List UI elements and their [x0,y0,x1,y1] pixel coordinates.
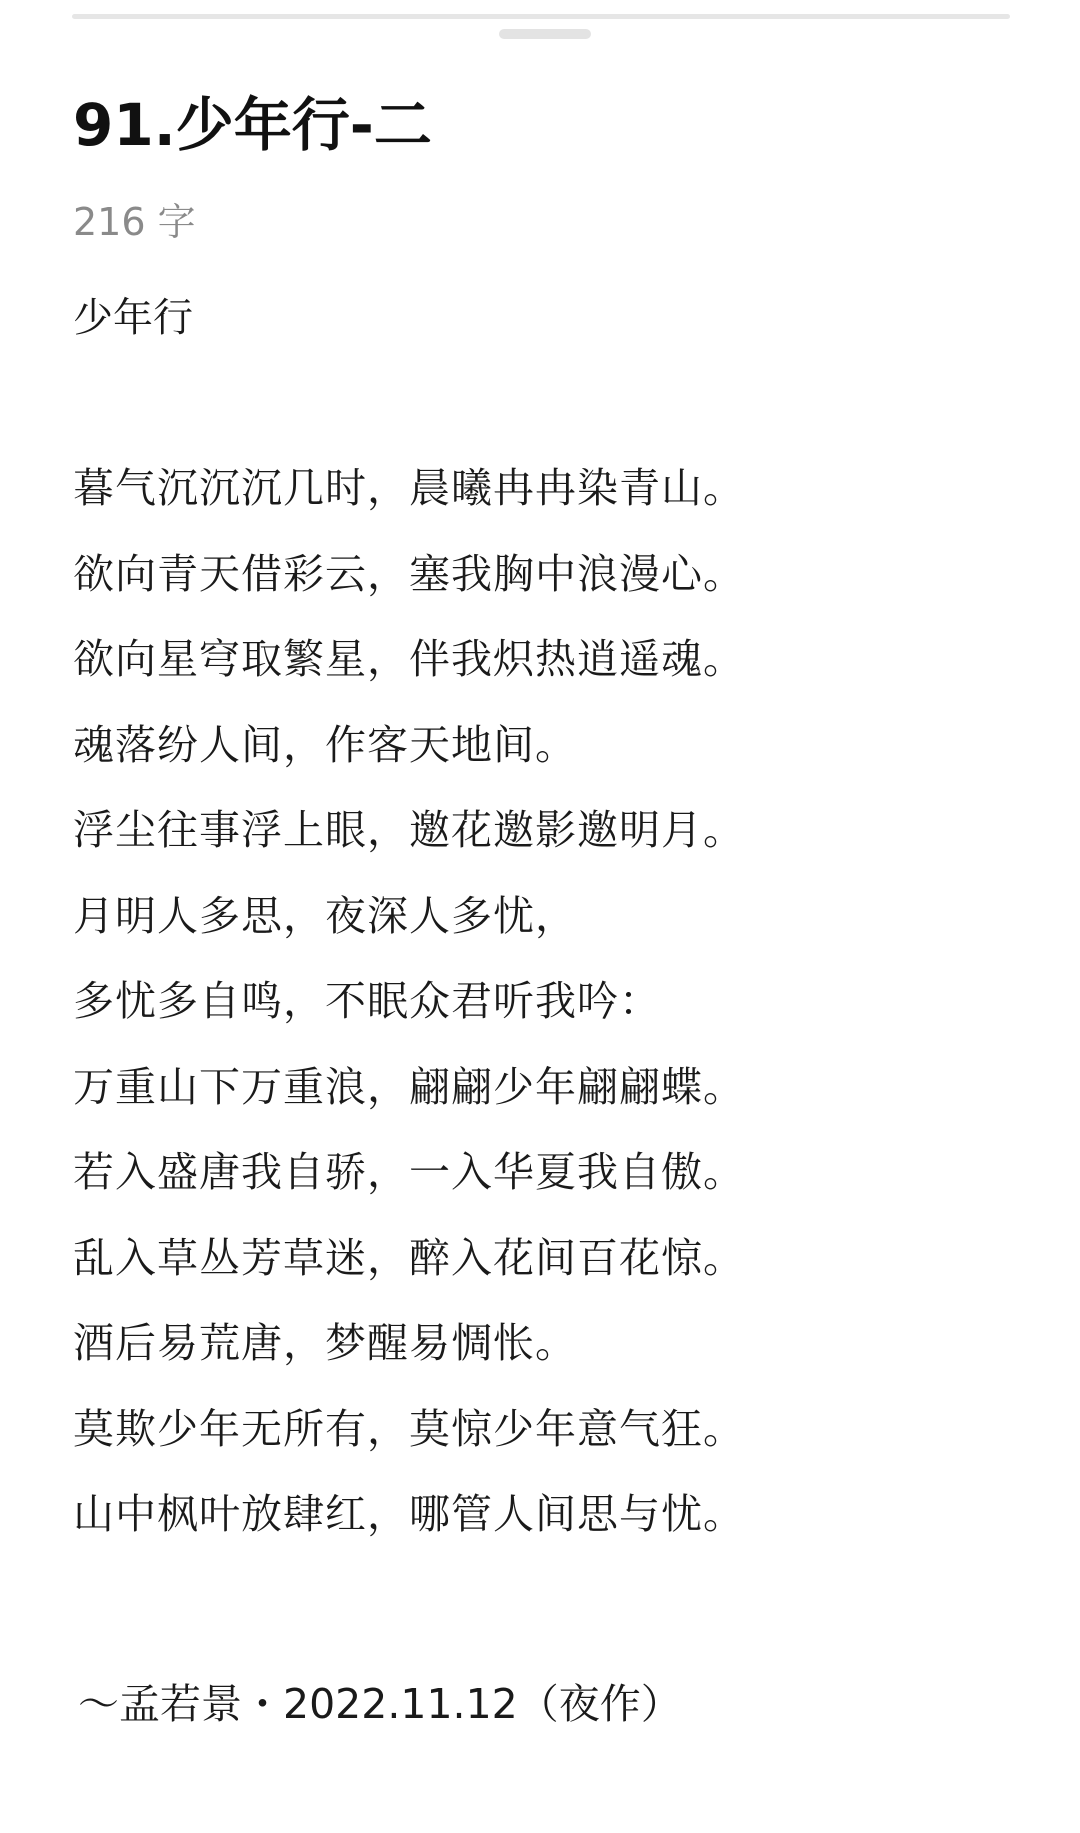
note-title: 91.少年行-二 [73,91,432,159]
poem-line: 山中枫叶放肆红，哪管人间思与忧。 [73,1490,745,1538]
poem-line: 欲向星穹取繁星，伴我炽热逍遥魂。 [73,635,745,683]
poem-line: 浮尘往事浮上眼，邀花邀影邀明月。 [73,806,745,854]
poem-line: 乱入草丛芳草迷，醉入花间百花惊。 [73,1233,745,1282]
poem-heading: 少年行 [73,295,193,341]
poem-line: 莫欺少年无所有，莫惊少年意气狂。 [73,1404,745,1453]
author-signature: ～孟若景・2022.11.12（夜作） [78,1680,682,1728]
poem-line: 魂落纷人间，作客天地间。 [73,720,577,769]
poem-line: 酒后易荒唐，梦醒易惆怅。 [73,1319,577,1367]
poem-line: 暮气沉沉沉几时，晨曦冉冉染青山。 [73,464,745,512]
poem-body [73,460,745,1572]
top-divider [72,14,1010,19]
poem-line: 万重山下万重浪，翩翩少年翩翩蝶。 [73,1062,745,1111]
poem-line: 若入盛唐我自骄，一入华夏我自傲。 [73,1148,745,1196]
drag-handle[interactable] [499,29,591,39]
poem-line: 月明人多思，夜深人多忧， [73,891,577,940]
poem-line: 多忧多自鸣，不眠众君听我吟： [73,977,661,1025]
poem-line: 欲向青天借彩云，塞我胸中浪漫心。 [73,549,745,598]
word-count: 216 字 [73,200,196,244]
